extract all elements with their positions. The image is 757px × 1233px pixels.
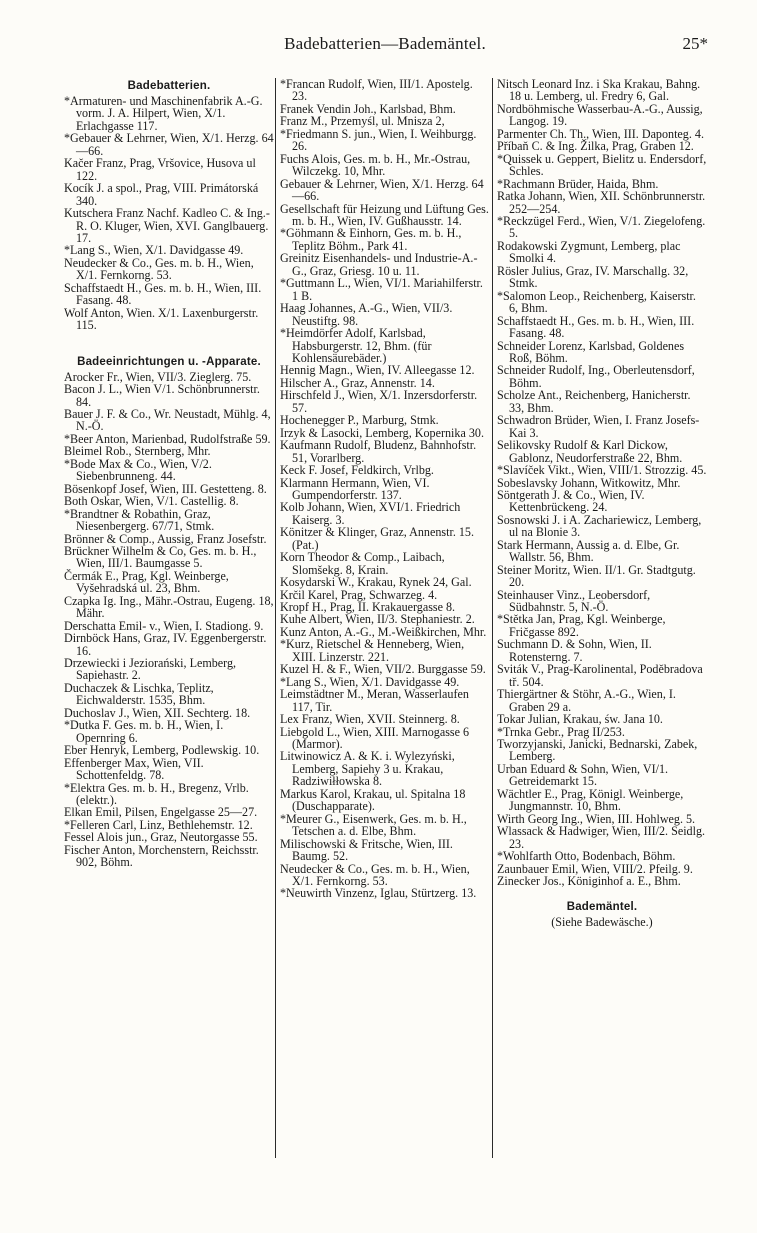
entry-list-badeeinrichtungen [64,371,274,869]
directory-entry: Steinhauser Vinz., Leobersdorf, Südbahnstr. 5, N.-Ö. [497,587,651,615]
directory-entry: *Stětka Jan, Prag, Kgl. Weinberge, Fričgasse 892. [497,612,666,639]
directory-entry: *Francan Rudolf, Wien, III/1. Apostelg. 23. [280,78,473,104]
directory-entry: Gesellschaft für Heizung und Lüftung Ges. m. b. H., Wien, IV. Gußhausstr. 14. [280,201,489,228]
directory-entry: Fischer Anton, Morchenstern, Reichsstr. 902, Böhm. [64,842,259,870]
directory-entry: *Friedmann S. jun., Wien, I. Weihburgg. 26. [280,126,477,154]
directory-entry: Thiergärtner & Stöhr, A.-G., Wien, I. Graben 29 a. [497,687,676,714]
directory-entry: Wlassack & Hadwiger, Wien, III/2. Seidlg. 23. [497,824,706,851]
directory-entry: Schneider Lorenz, Karlsbad, Goldenes Roß, Böhm. [497,338,685,365]
directory-entry: Liebgold L., Wien, XIII. Marnogasse 6 (Marmor). [280,724,470,752]
directory-entry: Schneider Rudolf, Ing., Oberleutensdorf, Böhm. [497,363,695,390]
directory-entry: Klarmann Hermann, Wien, VI. Gumpendorferstr. 137. [280,475,430,502]
page-title: Badebatterien—Bademäntel. [284,34,486,53]
entry-list-middle [280,78,490,900]
directory-entry: Both Oskar, Wien, V/1. Castellig. 8. [64,494,239,509]
directory-entry: *Heimdörfer Adolf, Karlsbad, Habsburgerstr. 12, Bhm. (für Kohlensäurebäder.) [280,326,432,365]
directory-entry: Derschatta Emil- v., Wien, I. Stadiong. 9. [64,618,264,633]
directory-entry: Korn Theodor & Comp., Laibach, Slomšekg. 8, Krain. [280,550,445,577]
directory-entry: *Elektra Ges. m. b. H., Bregenz, Vrlb. (elektr.). [64,780,249,808]
directory-entry: Příbaň C. & Ing. Žilka, Prag, Graben 12. [497,139,694,154]
directory-entry: *Quissek u. Geppert, Bielitz u. Endersdorf, Schles. [497,151,707,179]
directory-entry: Arocker Fr., Wien, VII/3. Zieglerg. 75. [64,369,252,384]
directory-entry: *Lang S., Wien, X/1. Davidgasse 49. [64,243,244,258]
directory-entry: Duchaczek & Lischka, Teplitz, Eichwalderstr. 1535, Bhm. [64,680,214,708]
directory-entry: Effenberger Max, Wien, VII. Schottenfeldg. 78. [64,755,204,783]
directory-entry: Franek Vendin Joh., Karlsbad, Bhm. [280,101,456,116]
directory-entry: Fuchs Alois, Ges. m. b. H., Mr.-Ostrau, Wilczekg. 10, Mhr. [280,151,471,179]
directory-entry: Kaufmann Rudolf, Bludenz, Bahnhofstr. 51, Vorarlberg. [280,438,477,465]
directory-entry: *Trnka Gebr., Prag II/253. [497,724,625,739]
directory-entry: Kačer Franz, Prag, Vršovice, Husova ul 122. [64,156,256,183]
directory-entry: Stark Hermann, Aussig a. d. Elbe, Gr. Wallstr. 56, Bhm. [497,537,680,565]
directory-entry: Brönner & Comp., Aussig, Franz Josefstr. [64,531,267,546]
directory-entry: Könitzer & Klinger, Graz, Annenstr. 15. (Pat.) [280,525,474,552]
directory-entry: *Göhmann & Einhorn, Ges. m. b. H., Teplitz Böhm., Park 41. [280,226,462,253]
directory-entry: Franz M., Przemyśl, ul. Mnisza 2, [280,114,445,129]
directory-entry: *Armaturen- und Maschinenfabrik A.-G. vorm. J. A. Hilpert, Wien, X/1. Erlachgasse 117. [64,94,263,133]
directory-entry: Sobeslavsky Johann, Witkowitz, Mhr. [497,475,681,490]
page-number: 25* [682,34,708,53]
directory-entry: Hirschfeld J., Wien, X/1. Inzersdorferstr. 57. [280,388,478,415]
directory-entry: Greinitz Eisenhandels- und Industrie-A.-G., Graz, Griesg. 10 u. 11. [280,251,478,278]
directory-entry: Kocík J. a spol., Prag, VIII. Primátorská 340. [64,181,259,208]
directory-entry: *Meurer G., Eisenwerk, Ges. m. b. H., Tetschen a. d. Elbe, Bhm. [280,811,467,839]
directory-entry: Litwinowicz A. & K. i. Wylezyński, Lemberg, Sapiehy 3 u. Krakau, Radziwiłłowska 8. [280,749,455,789]
directory-entry: *Felleren Carl, Linz, Bethlehemstr. 12. [64,817,253,832]
directory-entry: Wolf Anton, Wien. X/1. Laxenburgerstr. 115. [64,305,259,333]
section-heading-bademaentel: Bademäntel. [566,901,638,914]
directory-entry: Bleimel Rob., Sternberg, Mhr. [64,444,211,459]
directory-entry: *Dutka F. Ges. m. b. H., Wien, I. Opernring 6. [64,718,224,745]
directory-entry: Ratka Johann, Wien, XII. Schönbrunnerstr. 252—254. [497,189,706,216]
directory-entry: Steiner Moritz, Wien. II/1. Gr. Stadtgutg. 20. [497,562,696,590]
directory-entry: Söntgerath J. & Co., Wien, IV. Kettenbrückeng. 24. [497,487,645,515]
directory-entry: *Gebauer & Lehrner, Wien, X/1. Herzg. 64—66. [64,131,274,158]
directory-entry: Kropf H., Prag, II. Krakauergasse 8. [280,600,456,615]
directory-entry: Zinecker Jos., Königinhof a. E., Bhm. [497,874,681,888]
directory-entry: Markus Karol, Krakau, ul. Spitalna 18 (Duschapparate). [280,786,466,814]
directory-entry: Kunz Anton, A.-G., M.-Weißkirchen, Mhr. [280,624,487,639]
directory-entry: Wächtler E., Prag, Königl. Weinberge, Jungmannstr. 10, Bhm. [497,786,684,814]
entry-list-right [497,78,707,887]
directory-entry: Dirnböck Hans, Graz, IV. Eggenbergerstr. 16. [64,631,267,658]
directory-entry: Lex Franz, Wien, XVII. Steinnerg. 8. [280,712,460,727]
directory-entry: Haag Johannes, A.-G., Wien, VII/3. Neustiftg. 98. [280,301,453,328]
directory-entry: Milischowski & Fritsche, Wien, III. Baumg. 52. [280,836,453,864]
directory-entry: Rodakowski Zygmunt, Lemberg, plac Smolki 4. [497,238,681,266]
directory-entry: Fessel Alois jun., Graz, Neutorgasse 55. [64,830,258,845]
directory-entry: Kutschera Franz Nachf. Kadleo C. & Ing.-R. O. Kluger, Wien, XVI. Ganglbauerg. 17. [64,206,270,245]
directory-entry: Hochenegger P., Marburg, Stmk. [280,413,439,428]
directory-entry: Rösler Julius, Graz, IV. Marschallg. 32, Stmk. [497,263,689,291]
section-heading-badebatterien: Badebatterien. [127,80,211,92]
entry-columns [64,78,708,1188]
section-heading-badeeinrichtungen: Badeeinrichtungen u. -Apparate. [77,355,261,368]
directory-entry: Drzewiecki i Jeziorański, Lemberg, Sapiehastr. 2. [64,656,237,683]
directory-entry: *Slavíček Vikt., Wien, VIII/1. Strozzig. 45. [497,463,707,478]
section-note: (Siehe Badewäsche.) [551,915,653,930]
entry-list-badebatterien [64,95,274,332]
directory-entry: Duchoslav J., Wien, XII. Sechterg. 18. [64,705,251,720]
directory-entry: Čermák E., Prag, Kgl. Weinberge, Vyšehradská ul. 23, Bhm. [64,568,229,596]
directory-entry: Krčil Karel, Prag, Schwarzeg. 4. [280,587,438,602]
directory-entry: Scholze Ant., Reichenberg, Hanicherstr. 33, Bhm. [497,388,691,415]
directory-entry: Tokar Julian, Krakau, św. Jana 10. [497,712,663,727]
directory-entry: *Lang S., Wien, X/1. Davidgasse 49. [280,674,460,689]
directory-entry: *Wohlfarth Otto, Bodenbach, Böhm. [497,849,676,864]
directory-entry: Czapka Ig. Ing., Mähr.-Ostrau, Eugeng. 18, Mähr. [64,593,274,621]
directory-entry: Bösenkopf Josef, Wien, III. Gestetteng. 8. [64,481,267,496]
directory-entry: Hilscher A., Graz, Annenstr. 14. [280,375,435,390]
directory-entry: *Kurz, Rietschel & Henneberg, Wien, XIII. Linzerstr. 221. [280,637,465,664]
directory-entry: *Brandtner & Robathin, Graz, Niesenbergerg. 67/71, Stmk. [64,506,215,534]
directory-entry: Sosnowski J. i A. Zachariewicz, Lemberg, ul na Blonie 3. [497,512,702,540]
column-right [497,78,707,1188]
directory-entry: Zaunbauer Emil, Wien, VIII/2. Pfeilg. 9. [497,861,693,876]
directory-entry: Neudecker & Co., Ges. m. b. H., Wien, X/1. Fernkorng. 53. [64,255,254,283]
directory-entry: Hennig Magn., Wien, IV. Alleegasse 12. [280,363,475,378]
directory-entry: *Salomon Leop., Reichenberg, Kaiserstr. 6, Bhm. [497,288,696,316]
directory-entry: Suchmann D. & Sohn, Wien, II. Rotensterng. 7. [497,637,652,664]
directory-entry: *Bode Max & Co., Wien, V/2. Siebenbrunneng. 44. [64,456,212,484]
directory-entry: Kolb Johann, Wien, XVI/1. Friedrich Kaiserg. 3. [280,500,461,527]
directory-entry: Kuzel H. & F., Wien, VII/2. Burggasse 59. [280,662,486,677]
page-header [60,34,710,58]
directory-entry: Kosydarski W., Krakau, Rynek 24, Gal. [280,575,472,590]
directory-entry: Keck F. Josef, Feldkirch, Vrlbg. [280,463,434,478]
directory-entry: Elkan Emil, Pilsen, Engelgasse 25—27. [64,805,258,820]
directory-entry: *Guttmann L., Wien, VI/1. Mariahilferstr. 1 B. [280,276,483,303]
directory-entry: *Neuwirth Vinzenz, Iglau, Stürtzerg. 13. [280,886,477,901]
directory-entry: Urban Eduard & Sohn, Wien, VI/1. Getreidemarkt 15. [497,761,669,789]
column-middle [280,78,490,1188]
directory-entry: Tworzyjanski, Janicki, Bednarski, Zabek, Lemberg. [497,737,698,764]
directory-entry: Bauer J. F. & Co., Wr. Neustadt, Mühlg. 4, N.-Ö. [64,406,271,434]
column-left [64,78,274,1188]
directory-entry: Sviták V., Prag-Karolinental, Poděbradova tř. 504. [497,662,703,689]
directory-entry: Leimstädtner M., Meran, Wasserlaufen 117, Tir. [280,687,469,714]
directory-entry: *Reckzügel Ferd., Wien, V/1. Ziegelofeng. 5. [497,213,706,241]
directory-entry: Selikovsky Rudolf & Karl Dickow, Gablonz, Neudorferstraße 22, Bhm. [497,438,683,465]
directory-entry: Gebauer & Lehrner, Wien, X/1. Herzg. 64—66. [280,176,484,204]
directory-entry: Kuhe Albert, Wien, II/3. Stephaniestr. 2. [280,612,475,627]
directory-entry: Schaffstaedt H., Ges. m. b. H., Wien, III. Fasang. 48. [497,313,695,341]
directory-entry: *Beer Anton, Marienbad, Rudolfstraße 59. [64,431,271,446]
directory-entry: Bacon J. L., Wien V/1. Schönbrunnerstr. 84. [64,382,260,409]
directory-entry: Brückner Wilhelm & Co, Ges. m. b. H., Wien, III/1. Baumgasse 5. [64,543,257,571]
directory-entry: Schwadron Brüder, Wien, I. Franz Josefs-Kai 3. [497,413,700,440]
directory-entry: Neudecker & Co., Ges. m. b. H., Wien, X/1. Fernkorng. 53. [280,861,470,888]
directory-entry: Parmenter Ch. Th., Wien, III. Daponteg. 4. [497,126,704,141]
directory-entry: Nordböhmische Wasserbau-A.-G., Aussig, Langog. 19. [497,101,703,129]
directory-entry: Nitsch Leonard Inz. i Ska Krakau, Bahng. 18 u. Lemberg, ul. Fredry 6, Gal. [497,78,701,104]
directory-entry: Schaffstaedt H., Ges. m. b. H., Wien, III. Fasang. 48. [64,280,262,308]
directory-entry: Irzyk & Lasocki, Lemberg, Kopernika 30. [280,425,484,440]
directory-entry: Wirth Georg Ing., Wien, III. Hohlweg. 5. [497,811,696,826]
directory-entry: *Rachmann Brüder, Haida, Bhm. [497,176,659,191]
directory-entry: Eber Henryk, Lemberg, Podlewskig. 10. [64,743,260,758]
column-divider [275,78,276,1158]
column-divider [492,78,493,1158]
